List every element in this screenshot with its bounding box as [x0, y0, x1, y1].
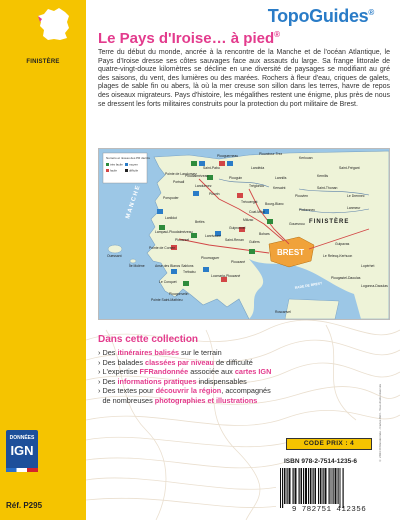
barcode-bar [329, 468, 330, 504]
title-mark: ® [274, 30, 281, 39]
finistere-label: FINISTÈRE [309, 219, 350, 225]
barcode-bar [340, 468, 341, 508]
barcode-bar [280, 468, 281, 508]
page-title [98, 30, 280, 47]
barcode-bar [295, 468, 297, 504]
barcode-bar [308, 468, 309, 504]
ign-logo-bottom: IGN [10, 443, 34, 458]
place-17: Brélès [195, 220, 205, 224]
place-42: Pointe de Corsen [149, 246, 176, 250]
place-40: Ouessant [107, 254, 122, 258]
sidebar [0, 0, 86, 520]
price-code: CODE PRIX : 4 [286, 438, 372, 450]
place-19: Coat-Méal [249, 210, 265, 214]
france-map-icon [34, 6, 72, 42]
place-3: Plounéour-Trez [259, 152, 283, 156]
barcode-bar [282, 468, 283, 508]
place-45: Ploudalmézeau [185, 174, 209, 178]
place-31: Trébabu [183, 270, 196, 274]
barcode-bar [325, 468, 327, 504]
barcode-bar [338, 468, 339, 504]
place-50: Pointe de Landunvez [165, 172, 197, 176]
collection-item-1: › Des balades classées par niveau de difficulté [98, 357, 253, 367]
legend-level-0: très facile [110, 162, 123, 167]
intro-text: Terre du début du monde, ancrée à la rencontre de la Manche et de l'océan Atlantique, le Pays d'Iroise dresse ses côtes sauvages face aux assauts du large. Sa frange littorale de quatre-vingt-douze kilomètres se décline en une diversité de paysages se modifiant au gré des saisons, du vent, des lumières ou des marées. Rochers à fleur d'eau, criques de galets, plages de sable fin ou abers, là où la mer creuse son sillon dans les terres, havre de repos des oiseaux migrateurs. Pays d'histoire, les mégalithes restent une énigme, plus près de nous se dressent les forts militaires construits pour la protection du port militaire de Brest. [98, 49, 390, 108]
area-map [98, 148, 390, 320]
map-drawing [99, 149, 389, 319]
place-32: Guilers [249, 240, 260, 244]
place-36: Plougastel-Daoulas [331, 276, 361, 280]
reference-number: Réf. P295 [6, 501, 43, 510]
place-48: Lanmeur [347, 206, 361, 210]
brand-logo [268, 6, 374, 27]
barcode-digits: 9 782751 412356 [291, 506, 367, 514]
place-0: Plouguerneau [217, 154, 239, 158]
place-39: Roscanvel [275, 310, 291, 314]
barcode-bar [331, 468, 332, 504]
barcode-bar [315, 468, 317, 504]
barcode-bar [305, 468, 307, 504]
place-27: Plouzané [231, 260, 246, 264]
place-34: Guipavas [335, 242, 350, 246]
place-35: Le Relecq-Kerhuon [323, 254, 353, 258]
barcode-bar [313, 468, 314, 504]
place-46: Portsall [173, 180, 185, 184]
place-43: Pointe Saint-Mathieu [151, 298, 183, 302]
place-21: Milizac [243, 218, 254, 222]
legend-level-3: difficile [129, 168, 139, 173]
place-37: Lopérhet [361, 264, 375, 268]
barcode-bar [301, 468, 303, 504]
place-7: Plouvien [295, 194, 309, 198]
barcode-bar [320, 468, 322, 504]
place-20: Plabennec [299, 208, 316, 212]
place-22: Lanrivoaré [205, 234, 222, 238]
place-9: Tréglonou [249, 184, 265, 188]
ign-logo [6, 430, 38, 472]
collection-list [98, 348, 338, 406]
collection-item-0: › Des itinéraires balisés sur le terrain [98, 348, 222, 357]
collection-item-4: › Des textes pour découvrir la région, accompagnés [98, 386, 271, 396]
place-28: Le Conquet [159, 280, 177, 284]
collection-item-2: › L'expertise FFRandonnée associée aux cartes IGN [98, 367, 272, 377]
barcode-bar [343, 468, 344, 508]
place-52: Kersaint [273, 186, 286, 190]
ign-logo-top: DONNÉES [9, 435, 35, 441]
credit-text: © 2023 FFRandonnée - Cartes IGN - Tous droits réservés [378, 384, 382, 463]
place-6: Kernilis [317, 174, 329, 178]
brand-mark: ® [368, 8, 374, 17]
place-38: Logonna-Daoulas [361, 284, 388, 288]
place-13: Tréouergat [241, 200, 258, 204]
place-26: Locmaria-Plouzané [211, 274, 241, 278]
place-33: Gouesnou [289, 222, 305, 226]
place-12: Plourin [209, 192, 220, 196]
isbn: ISBN 978-2-7514-1235-6 [284, 458, 357, 465]
legend-heading: Numéro et niveau des PR décrits [106, 156, 151, 160]
manche-label: M A N C H E [125, 185, 142, 220]
rade-label: RADE DE BREST [294, 281, 323, 290]
place-2: Kerlouan [299, 156, 313, 160]
place-44: Anse des Blancs Sablons [155, 264, 194, 268]
place-11: Landunvez [195, 184, 212, 188]
place-23: Saint-Renan [225, 238, 244, 242]
barcode-bar [293, 468, 294, 504]
place-51: Plouguin [229, 176, 243, 180]
region-label: FINISTÈRE [26, 59, 60, 65]
collection-item-3: › Des informations pratiques indispensables [98, 376, 247, 386]
brand-name: TopoGuides [267, 6, 369, 26]
place-5: Lannilis [275, 176, 287, 180]
place-10: Saint-Pabu [203, 166, 220, 170]
place-49: Bohars [259, 232, 270, 236]
title-text: Le Pays d'Iroise… à pied [98, 30, 275, 47]
barcode-bar [335, 468, 337, 504]
barcode-bar [333, 468, 334, 504]
place-1: Landéda [251, 166, 265, 170]
brest-label: BREST [277, 248, 305, 257]
place-41: Île Molène [129, 264, 145, 268]
barcode-bar [310, 468, 312, 504]
main-area [86, 0, 400, 520]
barcode [276, 468, 382, 508]
place-47: Saint-Thonan [317, 186, 338, 190]
place-16: Lampaul-Ploudalmézeau [155, 230, 193, 234]
legend-level-1: moyen [129, 162, 139, 167]
barcode-bar [287, 468, 288, 504]
collection-item-5: de nombreuses photographies et illustrations [102, 395, 258, 405]
barcode-bar [323, 468, 324, 504]
place-29: Plougonvelin [169, 292, 189, 296]
place-15: Lanildut [165, 216, 177, 220]
place-4: Saint-Frégant [339, 166, 360, 170]
barcode-bar [299, 468, 300, 504]
barcode-bar [318, 468, 319, 504]
collection-title: Dans cette collection [98, 334, 199, 345]
place-14: Porspoder [163, 196, 179, 200]
barcode-bar [289, 468, 291, 504]
barcode-bar [284, 468, 286, 504]
place-24: Guipronvel [229, 226, 246, 230]
place-25: Plouarzel [175, 238, 190, 242]
place-8: Le Drennec [347, 194, 365, 198]
place-18: Bourg-Blanc [265, 202, 284, 206]
place-30: Ploumoguer [201, 256, 220, 260]
legend-level-2: facile [110, 168, 118, 173]
barcode-bar [303, 468, 304, 504]
